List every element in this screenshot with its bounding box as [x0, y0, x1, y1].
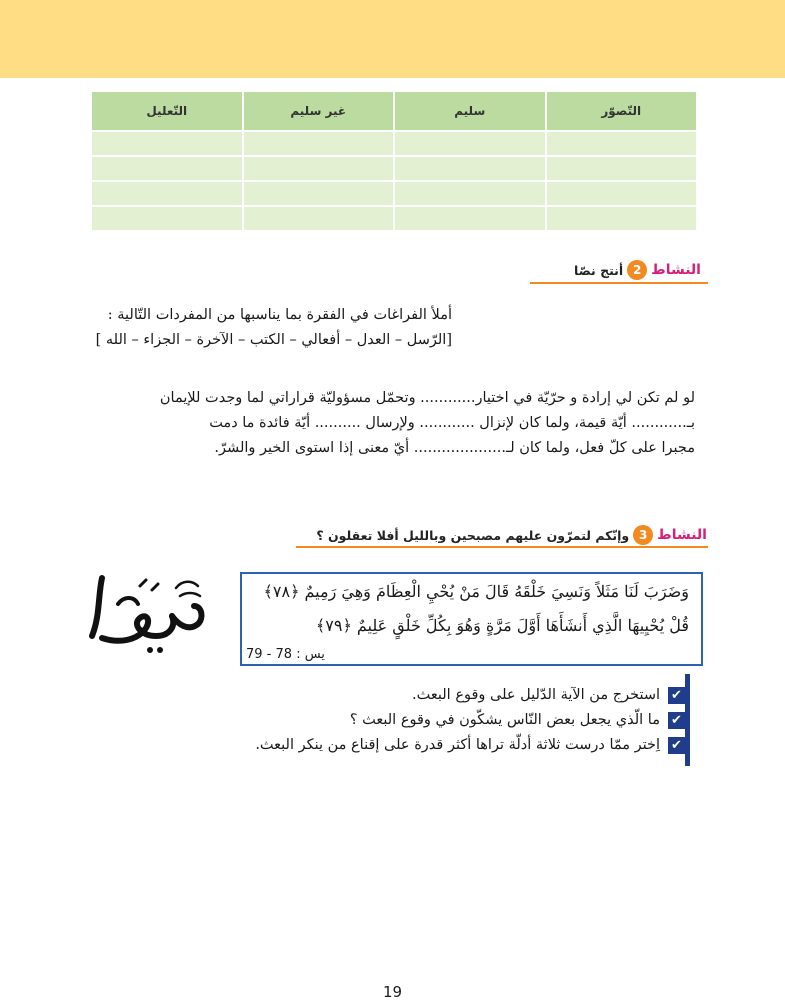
- verse-reference: يس : 78 - 79: [246, 647, 325, 662]
- task-item-2: [350, 710, 685, 730]
- table-cell[interactable]: [91, 156, 243, 181]
- table-cell[interactable]: [546, 206, 698, 231]
- table-cell[interactable]: [546, 156, 698, 181]
- ayah-line-2: قُلْ يُحْيِيهَا الَّذِي أَنشَأَهَا أَوَّلَ مَرَّةٍ وَهُوَ بِكُلِّ خَلْقٍ عَلِيمٌ ﴿٧٩﴾: [315, 616, 689, 635]
- page-number: 19: [382, 983, 403, 1001]
- table-header-justification: التّعليل: [91, 91, 243, 131]
- table-row: [91, 156, 697, 181]
- table-header-concept: التّصوّر: [546, 91, 698, 131]
- table-cell[interactable]: [243, 206, 395, 231]
- table-cell[interactable]: [394, 156, 546, 181]
- table-row: [91, 131, 697, 156]
- activity2-paragraph-line1: لو لم تكن لي إرادة و حرّيّة في اختيار............ وتحمّل مسؤوليّة قراراتي لما وجدت للإيمان: [159, 390, 695, 406]
- top-banner: [0, 0, 785, 78]
- task-text-1: استخرج من الآية الدّليل على وقوع البعث.: [412, 687, 660, 703]
- activity2-paragraph-line3: مجبرا على كلّ فعل، ولما كان لـ.................... أيّ معنى إذا استوى الخير والشرّ.: [214, 440, 695, 456]
- activity3-number-badge: 3: [633, 525, 653, 545]
- table-header-sound: سليم: [394, 91, 546, 131]
- calligraphy-graphic: [80, 566, 210, 656]
- table-cell[interactable]: [243, 156, 395, 181]
- table-cell[interactable]: [546, 131, 698, 156]
- activity2-instruction: أملأ الفراغات في الفقرة بما يناسبها من المفردات التّالية :: [107, 307, 452, 323]
- task-item-3: [255, 735, 685, 755]
- activity3-header: [316, 525, 707, 545]
- table-row: [91, 181, 697, 206]
- table-cell[interactable]: [91, 181, 243, 206]
- concept-table: [90, 90, 698, 232]
- activity3-title: وإنّكم لتمرّون عليهم مصبحين وبالليل أفلا تعقلون ؟: [316, 527, 630, 543]
- table-cell[interactable]: [394, 206, 546, 231]
- activity2-label: النشاط: [651, 262, 701, 278]
- checklist-side-bar: [685, 674, 690, 766]
- table-cell[interactable]: [546, 181, 698, 206]
- check-icon: ✔: [668, 712, 685, 729]
- table-cell[interactable]: [394, 131, 546, 156]
- table-row: [91, 206, 697, 231]
- task-text-2: ما الّذي يجعل بعض النّاس يشكّون في وقوع البعث ؟: [349, 712, 660, 728]
- activity2-underline: [530, 282, 708, 284]
- table-cell[interactable]: [243, 181, 395, 206]
- table-cell[interactable]: [243, 131, 395, 156]
- activity2-title: أنتج نصّا: [574, 262, 624, 278]
- quran-verse-box: [240, 572, 703, 666]
- task-item-1: [412, 685, 685, 705]
- activity2-word-bank: [الرّسل – العدل – أفعالي – الكتب – الآخرة – الجزاء – الله ]: [95, 332, 452, 348]
- table-header-unsound: غير سليم: [243, 91, 395, 131]
- ayah-line-1: وَضَرَبَ لَنَا مَثَلاً وَنَسِيَ خَلْقَهُ قَالَ مَنْ يُحْيِ الْعِظَامَ وَهِيَ رَمِيمٌ ﴿٧٨﴾: [263, 582, 689, 601]
- check-icon: ✔: [668, 737, 685, 754]
- table-cell[interactable]: [91, 131, 243, 156]
- calligraphy-al-mueed: [80, 566, 210, 656]
- table-header-row: [91, 91, 697, 131]
- activity3-underline: [296, 546, 708, 548]
- task-text-3: اِختر ممّا درست ثلاثة أدلّة تراها أكثر قدرة على إقناع من ينكر البعث.: [255, 737, 660, 753]
- table-cell[interactable]: [394, 181, 546, 206]
- activity3-label: النشاط: [657, 527, 707, 543]
- activity2-header: [574, 260, 701, 280]
- table-cell[interactable]: [91, 206, 243, 231]
- activity2-number-badge: 2: [627, 260, 647, 280]
- check-icon: ✔: [668, 687, 685, 704]
- activity2-paragraph-line2: بـ............ أيّة قيمة، ولما كان لإنزال ............ ولإرسال .......... أيّة فائدة ما دمت: [209, 415, 695, 431]
